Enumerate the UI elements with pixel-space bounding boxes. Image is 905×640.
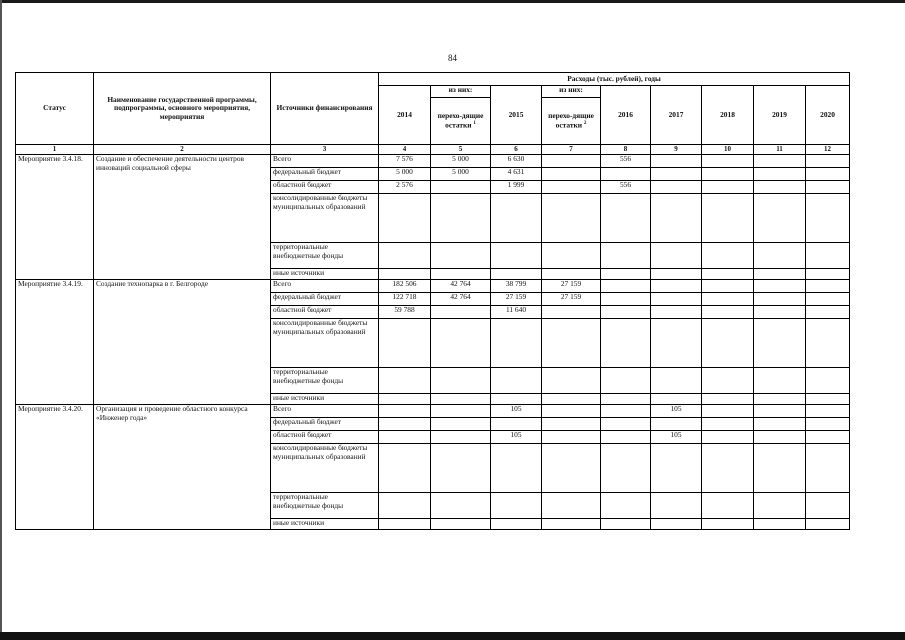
amount-cell (601, 194, 651, 243)
amount-cell (702, 418, 754, 431)
amount-cell: 11 640 (491, 306, 542, 319)
amount-cell (379, 431, 431, 444)
amount-cell (431, 519, 491, 530)
table-header (16, 73, 850, 155)
amount-cell (806, 194, 850, 243)
amount-cell (702, 493, 754, 519)
scan-edge-top (0, 0, 905, 3)
amount-cell (651, 194, 702, 243)
header-year-2014: 2014 (379, 86, 431, 145)
amount-cell: 556 (601, 181, 651, 194)
amount-cell (379, 444, 431, 493)
measure-status: Мероприятие 3.4.20. (16, 405, 94, 530)
amount-cell (491, 319, 542, 368)
amount-cell (542, 405, 601, 418)
amount-cell (601, 519, 651, 530)
amount-cell: 105 (651, 431, 702, 444)
header-name: Наименование государственной программы, подпрограммы, основного мероприятия, мероприятия (94, 73, 271, 145)
amount-cell: 42 764 (431, 293, 491, 306)
amount-cell (702, 444, 754, 493)
amount-cell (379, 368, 431, 394)
amount-cell (754, 181, 806, 194)
amount-cell: 7 576 (379, 155, 431, 168)
amount-cell: 4 631 (491, 168, 542, 181)
header-carryover-2 (542, 98, 601, 145)
amount-cell (806, 181, 850, 194)
amount-cell (754, 319, 806, 368)
amount-cell (431, 243, 491, 269)
amount-cell: 38 799 (491, 280, 542, 293)
amount-cell (601, 168, 651, 181)
amount-cell (702, 181, 754, 194)
amount-cell (754, 519, 806, 530)
amount-cell (542, 319, 601, 368)
amount-cell (601, 243, 651, 269)
column-number: 1 (16, 145, 94, 155)
measure-name: Создание технопарка в г. Белгороде (94, 280, 271, 405)
amount-cell (651, 243, 702, 269)
amount-cell (651, 269, 702, 280)
table-row (16, 155, 850, 168)
funding-source: областной бюджет (271, 181, 379, 194)
amount-cell (702, 280, 754, 293)
amount-cell (754, 444, 806, 493)
amount-cell (491, 394, 542, 405)
amount-cell (651, 280, 702, 293)
amount-cell (754, 168, 806, 181)
funding-source: Всего (271, 405, 379, 418)
amount-cell (379, 194, 431, 243)
amount-cell (754, 194, 806, 243)
amount-cell (601, 394, 651, 405)
amount-cell (379, 493, 431, 519)
amount-cell (379, 269, 431, 280)
amount-cell: 5 000 (431, 155, 491, 168)
amount-cell (601, 418, 651, 431)
amount-cell (491, 243, 542, 269)
column-number: 11 (754, 145, 806, 155)
scan-edge-bottom (0, 632, 905, 640)
amount-cell: 105 (491, 405, 542, 418)
funding-source: территориальные внебюджетные фонды (271, 243, 379, 269)
amount-cell (754, 431, 806, 444)
funding-source: Всего (271, 280, 379, 293)
amount-cell (491, 194, 542, 243)
amount-cell (491, 418, 542, 431)
amount-cell (651, 444, 702, 493)
funding-source: территориальные внебюджетные фонды (271, 368, 379, 394)
amount-cell (702, 405, 754, 418)
amount-cell (542, 306, 601, 319)
amount-cell (651, 168, 702, 181)
amount-cell (431, 418, 491, 431)
amount-cell (379, 319, 431, 368)
amount-cell (702, 431, 754, 444)
amount-cell (431, 319, 491, 368)
amount-cell (754, 155, 806, 168)
funding-source: иные источники (271, 394, 379, 405)
footnote-mark-1: 1 (473, 120, 476, 126)
amount-cell: 42 764 (431, 280, 491, 293)
amount-cell (379, 243, 431, 269)
amount-cell (754, 280, 806, 293)
amount-cell (431, 431, 491, 444)
header-status: Статус (16, 73, 94, 145)
amount-cell (431, 306, 491, 319)
column-number: 7 (542, 145, 601, 155)
amount-cell (754, 394, 806, 405)
amount-cell (491, 368, 542, 394)
amount-cell (542, 368, 601, 394)
amount-cell (542, 418, 601, 431)
amount-cell (601, 293, 651, 306)
funding-source: областной бюджет (271, 306, 379, 319)
header-of-them-2: из них: (542, 86, 601, 98)
amount-cell (651, 368, 702, 394)
amount-cell (542, 493, 601, 519)
amount-cell (431, 405, 491, 418)
amount-cell (542, 394, 601, 405)
amount-cell (431, 181, 491, 194)
funding-source: иные источники (271, 269, 379, 280)
amount-cell: 105 (651, 405, 702, 418)
header-of-them-1: из них: (431, 86, 491, 98)
amount-cell (542, 431, 601, 444)
amount-cell (542, 243, 601, 269)
amount-cell (806, 394, 850, 405)
amount-cell (806, 269, 850, 280)
amount-cell (651, 155, 702, 168)
funding-source: федеральный бюджет (271, 168, 379, 181)
amount-cell (806, 243, 850, 269)
amount-cell (754, 418, 806, 431)
amount-cell (702, 368, 754, 394)
column-number: 2 (94, 145, 271, 155)
funding-source: консолидированные бюджеты муниципальных образований (271, 194, 379, 243)
amount-cell (806, 168, 850, 181)
amount-cell: 27 159 (542, 293, 601, 306)
amount-cell (542, 444, 601, 493)
amount-cell (702, 306, 754, 319)
amount-cell (702, 293, 754, 306)
amount-cell: 5 000 (431, 168, 491, 181)
amount-cell (806, 493, 850, 519)
header-sources: Источники финансирования (271, 73, 379, 145)
amount-cell (754, 306, 806, 319)
amount-cell: 6 630 (491, 155, 542, 168)
amount-cell (702, 519, 754, 530)
amount-cell (542, 155, 601, 168)
amount-cell: 122 718 (379, 293, 431, 306)
amount-cell (754, 269, 806, 280)
amount-cell: 2 576 (379, 181, 431, 194)
funding-source: федеральный бюджет (271, 418, 379, 431)
table-row (16, 280, 850, 293)
amount-cell (651, 293, 702, 306)
amount-cell (431, 368, 491, 394)
amount-cell: 5 000 (379, 168, 431, 181)
funding-source: Всего (271, 155, 379, 168)
amount-cell (702, 394, 754, 405)
amount-cell (431, 194, 491, 243)
amount-cell (651, 418, 702, 431)
amount-cell (651, 493, 702, 519)
funding-source: консолидированные бюджеты муниципальных образований (271, 319, 379, 368)
table-body (16, 155, 850, 530)
amount-cell (601, 269, 651, 280)
header-expenses: Расходы (тыс. рублей), годы (379, 73, 850, 86)
header-year-2019: 2019 (754, 86, 806, 145)
amount-cell (379, 405, 431, 418)
amount-cell (542, 519, 601, 530)
header-carryover-1-label: перехо-дящие остатки (437, 111, 484, 130)
amount-cell (601, 405, 651, 418)
amount-cell (431, 269, 491, 280)
funding-source: консолидированные бюджеты муниципальных образований (271, 444, 379, 493)
amount-cell (702, 168, 754, 181)
header-carryover-2-label: перехо-дящие остатки (548, 111, 594, 130)
amount-cell (806, 319, 850, 368)
page-number: 84 (448, 53, 457, 63)
column-number: 6 (491, 145, 542, 155)
measure-status: Мероприятие 3.4.18. (16, 155, 94, 280)
amount-cell (431, 394, 491, 405)
amount-cell (379, 519, 431, 530)
amount-cell (491, 493, 542, 519)
amount-cell (542, 168, 601, 181)
amount-cell: 27 159 (491, 293, 542, 306)
amount-cell (754, 368, 806, 394)
amount-cell (754, 405, 806, 418)
footnote-mark-2: 2 (583, 120, 587, 126)
amount-cell (806, 444, 850, 493)
header-year-2018: 2018 (702, 86, 754, 145)
amount-cell (601, 431, 651, 444)
funding-source: областной бюджет (271, 431, 379, 444)
amount-cell: 27 159 (542, 280, 601, 293)
funding-source: территориальные внебюджетные фонды (271, 493, 379, 519)
amount-cell (431, 493, 491, 519)
column-number: 3 (271, 145, 379, 155)
amount-cell (702, 269, 754, 280)
amount-cell (651, 319, 702, 368)
header-year-2020: 2020 (806, 86, 850, 145)
amount-cell (542, 194, 601, 243)
header-year-2015: 2015 (491, 86, 542, 145)
amount-cell: 105 (491, 431, 542, 444)
amount-cell (754, 243, 806, 269)
amount-cell (806, 418, 850, 431)
measure-status: Мероприятие 3.4.19. (16, 280, 94, 405)
column-number: 9 (651, 145, 702, 155)
amount-cell (601, 444, 651, 493)
amount-cell (702, 243, 754, 269)
amount-cell (542, 181, 601, 194)
amount-cell (651, 181, 702, 194)
amount-cell (651, 306, 702, 319)
amount-cell (601, 493, 651, 519)
amount-cell (702, 194, 754, 243)
funding-source: иные источники (271, 519, 379, 530)
amount-cell (806, 293, 850, 306)
amount-cell (601, 319, 651, 368)
amount-cell: 556 (601, 155, 651, 168)
amount-cell (491, 519, 542, 530)
amount-cell (702, 319, 754, 368)
amount-cell: 1 999 (491, 181, 542, 194)
amount-cell (542, 269, 601, 280)
amount-cell (702, 155, 754, 168)
amount-cell (754, 293, 806, 306)
column-number: 10 (702, 145, 754, 155)
amount-cell (806, 405, 850, 418)
header-year-2016: 2016 (601, 86, 651, 145)
amount-cell (431, 444, 491, 493)
column-number: 4 (379, 145, 431, 155)
header-year-2017: 2017 (651, 86, 702, 145)
budget-table (15, 72, 850, 530)
amount-cell: 59 788 (379, 306, 431, 319)
amount-cell (379, 394, 431, 405)
amount-cell (806, 431, 850, 444)
table-row (16, 405, 850, 418)
amount-cell (806, 519, 850, 530)
amount-cell (491, 444, 542, 493)
amount-cell (379, 418, 431, 431)
amount-cell (754, 493, 806, 519)
measure-name: Создание и обеспечение деятельности центров инноваций социальной сферы (94, 155, 271, 280)
amount-cell (601, 368, 651, 394)
measure-name: Организация и проведение областного конкурса «Инженер года» (94, 405, 271, 530)
column-number: 5 (431, 145, 491, 155)
scan-edge-left (0, 0, 2, 640)
amount-cell (601, 306, 651, 319)
amount-cell (651, 519, 702, 530)
funding-source: федеральный бюджет (271, 293, 379, 306)
column-number: 12 (806, 145, 850, 155)
column-number: 8 (601, 145, 651, 155)
amount-cell (601, 280, 651, 293)
amount-cell (806, 280, 850, 293)
amount-cell: 182 506 (379, 280, 431, 293)
amount-cell (806, 306, 850, 319)
header-carryover-1 (431, 98, 491, 145)
amount-cell (491, 269, 542, 280)
column-number-row (16, 145, 850, 155)
amount-cell (651, 394, 702, 405)
amount-cell (806, 368, 850, 394)
amount-cell (806, 155, 850, 168)
